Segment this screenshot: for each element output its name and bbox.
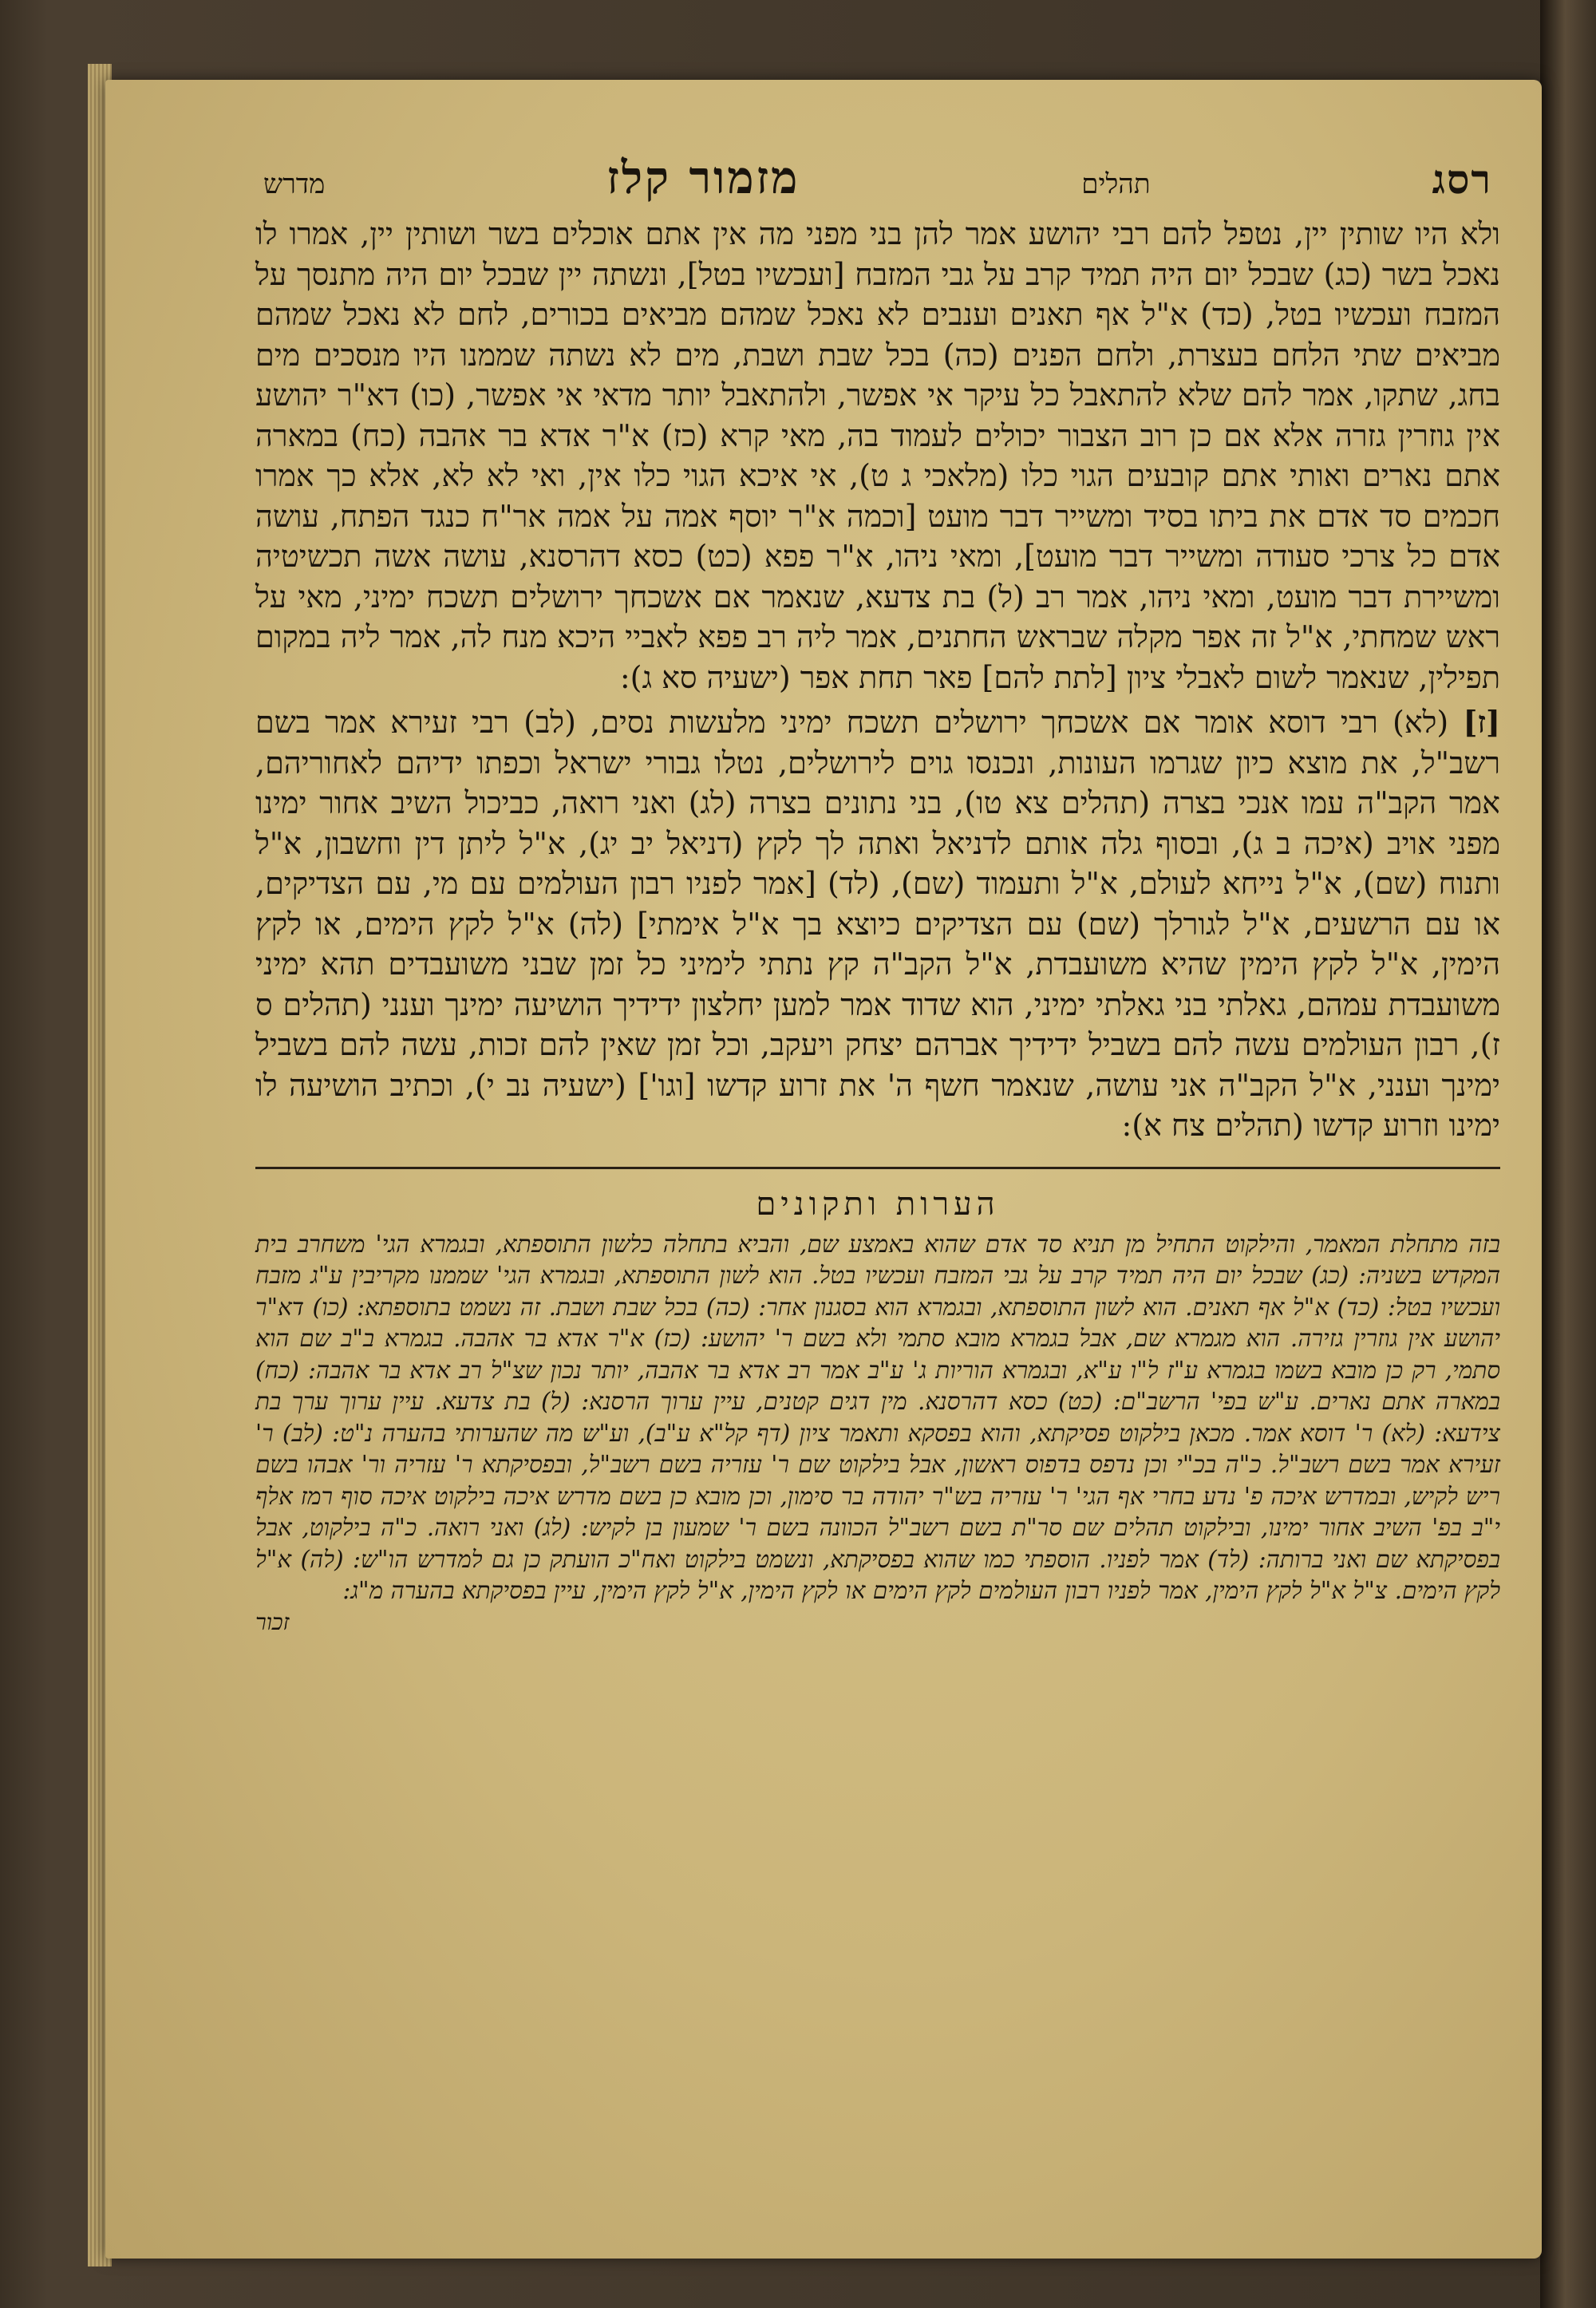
catchword: זכור bbox=[255, 1608, 290, 1635]
section-number: [ז] bbox=[1463, 704, 1500, 740]
cover-spine-edge bbox=[1540, 0, 1596, 2308]
page-number: רסג bbox=[1432, 156, 1492, 203]
main-text bbox=[255, 214, 1500, 1146]
section-text: (לא) רבי דוסא אומר אם אשכחך ירושלים תשכח ימיני מלעשות נסים, (לב) רבי זעירא אמר בשם רשב"ל, את מוצא כיון שגרמו העונות, ונכנסו גוים לירושלים, נטלו גבורי ישראל וכפתו ידיהם לאחוריהם, אמר הקב"ה עמו אנכי בצרה (תהלים צא טו), בני נתונים בצרה (לג) ואני רואה, כביכול השיב אחור ימינו מפני אויב (איכה ב ג), ובסוף גלה אותם לדניאל ואתה לך לקץ (דניאל יב יג), א"ל ליתן דין וחשבון, א"ל ותנוח (שם), א"ל נייחא לעולם, א"ל ותעמוד (שם), (לד) [אמר לפניו רבון העולמים עם מי, עם הצדיקים, או עם הרשעים, א"ל לגורלך (שם) עם הצדיקים כיוצא בך א"ל אימתי] (לה) א"ל לקץ הימים, או לקץ הימין, א"ל לקץ הימין שהיא משועבדת, א"ל הקב"ה קץ נתתי לימיני כל זמן שבני משועבדים תהא ימיני משועבדת עמהם, גאלתי בני גאלתי ימיני, הוא שדוד אמר למען יחלצון ידידיך הושיעה ימינך וענני (תהלים ס ז), רבון העולמים עשה להם בשביל ידידיך אברהם יצחק ויעקב, וכל זמן שאין להם זכות, עשה להם בשביל ימינך וענני, א"ל הקב"ה אני עושה, שנאמר חשף ה' את זרוע קדשו [וגו'] (ישעיה נב י), וכתיב הושיעה לו ימינו וזרוע קדשו (תהלים צח א): bbox=[255, 705, 1500, 1143]
running-header bbox=[255, 152, 1500, 207]
notes-title: הערות ותקונים bbox=[756, 1185, 1000, 1223]
notes-section bbox=[255, 1229, 1500, 1607]
notes-text: בזה מתחלת המאמר, והילקוט התחיל מן תניא סד אדם שהוא באמצע שם, והביא בתחלה כלשון התוספתא, ובגמרא הגי' משחרב בית המקדש בשניה: (כג) שבכל יום היה תמיד קרב על גבי המזבח ועכשיו בטל. הוא לשון התוספתא, ובגמרא הגי' שממנו מקריבין ע"ג מזבח ועכשיו בטל: (כד) א"ל אף תאנים. הוא לשון התוספתא, ובגמרא הוא בסגנון אחר: (כה) בכל שבת ושבת. זה נשמט בתוספתא: (כו) דא"ר יהושע אין גוזרין גזירה. הוא מגמרא שם, אבל בגמרא מובא סתמי ולא בשם ר' יהושע: (כז) א"ר אדא בר אהבה. בגמרא ב"ב שם הוא סתמי, רק כן מובא בשמו בגמרא ע"ז ל"ו ע"א, ובגמרא הוריות ג' ע"ב אמר רב אדא בר אהבה, יותר נכון שצ"ל רב אדא בר אהבה: (כח) במארה אתם נארים. ע"ש בפי' הרשב"ם: (כט) כסא דהרסנא. מין דגים קטנים, עיין ערוך הרסנא: (ל) בת צדעא. עיין ערוך ערך בת צידעא: (לא) ר' דוסא אמר. מכאן בילקוט פסיקתא, והוא בפסקא ותאמר ציון (דף קל"א ע"ב), וע"ש מה שהערותי בהערה נ"ט: (לב) ר' זעירא אמר בשם רשב"ל. כ"ה בכ"י וכן נדפס בדפוס ראשון, אבל בילקוט שם ר' עזריה בשם רשב"ל, ובפסיקתא ר' עזריה ור' אבהו בשם ריש לקיש, ובמדרש איכה פ' נדע בחרי אף הגי' ר' עזריה בש"ר יהודה בר סימון, וכן מובא כן בשם מדרש איכה בילקוט איכה סוף רמז אלף י"ב בפ' השיב אחור ימינו, ובילקוט תהלים שם סר"ת בשם רשב"ל הכוונה בשם ר' שמעון בן לקיש: (לג) ואני רואה. כ"ה בילקוט, אבל בפסיקתא שם ואני ברותה: (לד) אמר לפניו. הוספתי כמו שהוא בפסיקתא, ונשמט בילקוט ואח"כ הועתק כן גם למדרש הו"ש: (לה) א"ל לקץ הימים. צ"ל א"ל לקץ הימין, אמר לפניו רבון העולמים לקץ הימים או לקץ הימין, א"ל לקץ הימין, עיין בפסיקתא בהערה מ"ג: bbox=[255, 1230, 1500, 1604]
page-text-area bbox=[255, 152, 1500, 1636]
book-title: תהלים bbox=[1081, 168, 1151, 200]
divider-rule bbox=[255, 1167, 1500, 1169]
main-paragraph-1: ולא היו שותין יין, נטפל להם רבי יהושע אמר להן בני מפני מה אין אתם אוכלים בשר ושותין יין, אמרו לו נאכל בשר (כג) שבכל יום היה תמיד קרב על גבי המזבח [ועכשיו בטל], ונשתה יין שבכל יום היה מתנסך על המזבח ועכשיו בטל, (כד) א"ל אף תאנים וענבים לא נאכל שמהם מביאים בכורים, לחם לא נאכל שמהם מביאים שתי הלחם בעצרת, ולחם הפנים (כה) בכל שבת ושבת, מים לא נשתה שממנו היו מנסכים מים בחג, שתקו, אמר להם שלא להתאבל כל עיקר אי אפשר, ולהתאבל יותר מדאי אי אפשר, (כו) דא"ר יהושע אין גוזרין גזרה אלא אם כן רוב הצבור יכולים לעמוד בה, מאי קרא (כז) א"ר אדא בר אהבה (כח) במארה אתם נארים ואותי אתם קובעים הגוי כלו (מלאכי ג ט), אי איכא הגוי כלו אין, ואי לא לא, אלא כך אמרו חכמים סד אדם את ביתו בסיד ומשייר דבר מועט [וכמה א"ר יוסף אמה על אמה אר"ח כנגד הפתח, עושה אדם כל צרכי סעודה ומשייר דבר מועט], ומאי ניהו, א"ר פפא (כט) כסא דהרסנא, עושה אשה תכשיטיה ומשיירת דבר מועט, ומאי ניהו, אמר רב (ל) בת צדעא, שנאמר אם אשכחך ירושלים תשכח ימיני, מאי על ראש שמחתי, א"ל זה אפר מקלה שבראש החתנים, אמר ליה רב פפא לאביי היכא מנח לה, אמר ליה במקום תפילין, שנאמר לשום לאבלי ציון [לתת להם] פאר תחת אפר (ישעיה סא ג): bbox=[255, 216, 1500, 695]
main-paragraph-2 bbox=[255, 702, 1500, 1146]
header-label: מדרש bbox=[263, 168, 326, 200]
psalm-title: מזמור קלז bbox=[606, 152, 800, 204]
